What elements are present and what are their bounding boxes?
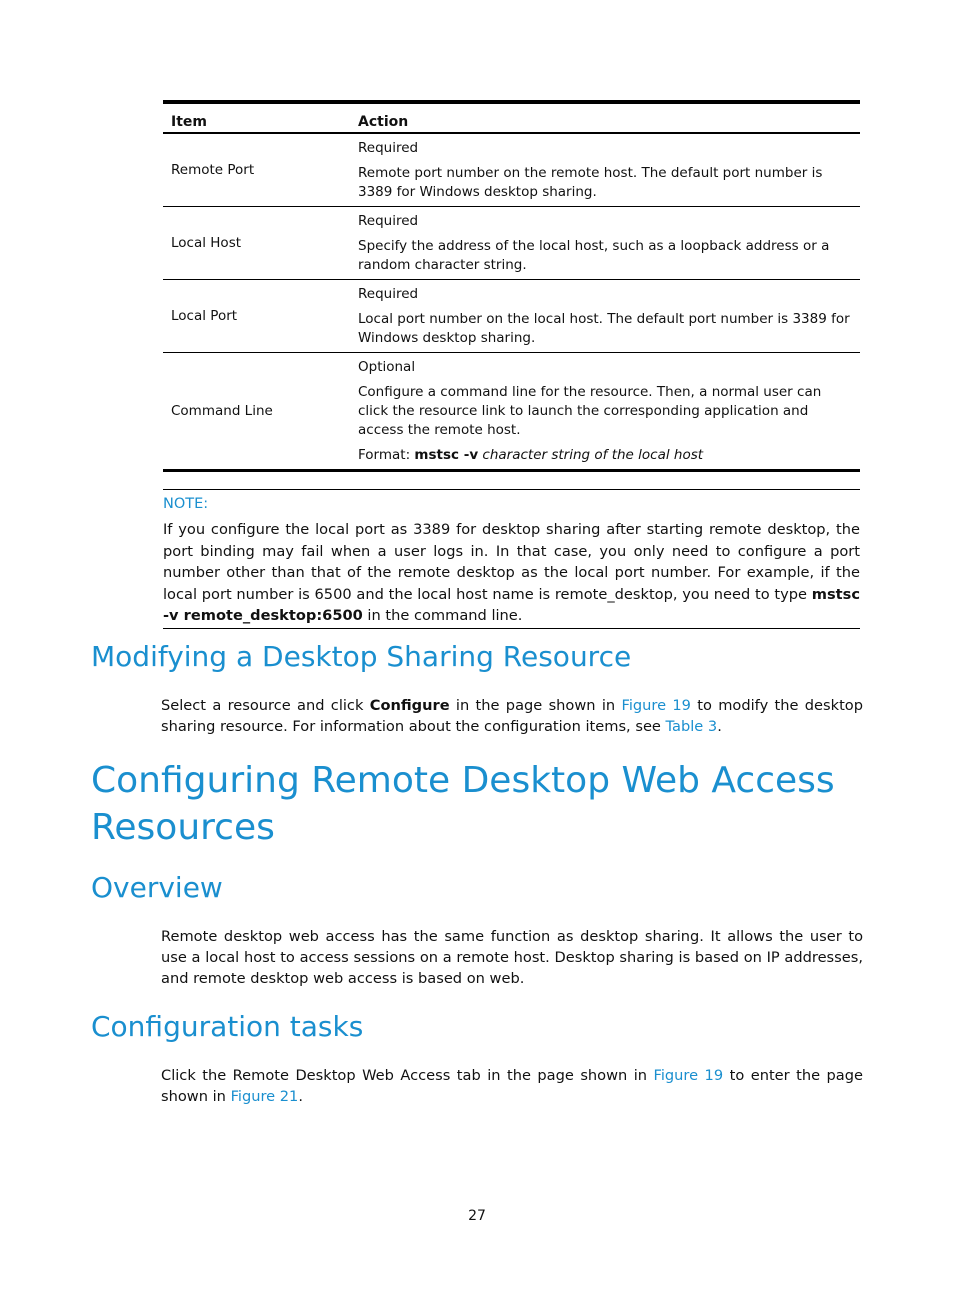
column-header-item: Item xyxy=(163,102,350,133)
text-run: . xyxy=(298,1088,303,1105)
section-heading-configuration-tasks: Configuration tasks xyxy=(91,1010,364,1043)
text-run: to enter the page shown in xyxy=(161,1067,863,1105)
figure-19-link[interactable]: Figure 19 xyxy=(653,1067,724,1084)
action-cell xyxy=(350,207,860,280)
chapter-heading xyxy=(91,757,871,851)
table-3-link[interactable]: Table 3 xyxy=(665,718,718,735)
note-text-before: If you configure the local port as 3389 for desktop sharing after starting remote desktop, the port binding may fail when a user logs in. In that case, you only need to configure a port number other than that of the remote desktop as the local port number. For example, if the local port number is 6500 and the local host name is remote_desktop, you need to type xyxy=(163,521,860,603)
text-run: in the page shown in xyxy=(449,697,622,714)
requirement-status: Required xyxy=(358,286,419,302)
format-argument: character string of the local host xyxy=(482,447,704,463)
requirement-status: Optional xyxy=(358,359,416,375)
figure-19-link[interactable]: Figure 19 xyxy=(621,697,691,714)
item-description: Local port number on the local host. The default port number is 3389 for Windows desktop sharing. xyxy=(358,311,850,346)
note-text xyxy=(163,519,860,627)
action-cell xyxy=(350,133,860,207)
table-header-row xyxy=(163,102,860,133)
configuration-tasks-paragraph xyxy=(161,1065,863,1107)
modify-paragraph xyxy=(161,695,863,737)
figure-21-link[interactable]: Figure 21 xyxy=(230,1088,299,1105)
table-row xyxy=(163,353,860,471)
table-row xyxy=(163,207,860,280)
item-description: Configure a command line for the resource. Then, a normal user can click the resource link to launch the corresponding application and access the remote host. xyxy=(358,384,822,438)
item-description: Remote port number on the remote host. The default port number is 3389 for Windows desktop sharing. xyxy=(358,165,823,200)
section-heading-overview: Overview xyxy=(91,871,223,904)
note-text-after: in the command line. xyxy=(362,607,523,624)
configuration-items-table xyxy=(163,100,860,472)
item-cell: Command Line xyxy=(163,353,350,471)
overview-paragraph: Remote desktop web access has the same function as desktop sharing. It allows the user to use a local host to access sessions on a remote host. Desktop sharing is based on IP addresses, and remote desktop web access is based on web. xyxy=(161,928,863,987)
item-description: Specify the address of the local host, such as a loopback address or a random character string. xyxy=(358,238,830,273)
requirement-status: Required xyxy=(358,213,419,229)
text-run: Select a resource and click xyxy=(161,697,370,714)
text-run: Click the Remote Desktop Web Access tab in the page shown in xyxy=(161,1067,654,1084)
text-run: to modify the desktop sharing resource. For information about the configuration items, see xyxy=(161,697,863,735)
item-cell: Remote Port xyxy=(163,133,350,207)
format-command: mstsc -v xyxy=(414,447,479,463)
chapter-heading-line1: Configuring Remote Desktop Web Access xyxy=(91,760,835,801)
format-line xyxy=(358,446,852,465)
table-row xyxy=(163,133,860,207)
note-command: mstsc -v remote_desktop:6500 xyxy=(163,585,860,624)
section-heading-modify: Modifying a Desktop Sharing Resource xyxy=(91,640,632,673)
action-cell xyxy=(350,353,860,471)
requirement-status: Required xyxy=(358,140,419,156)
note-box xyxy=(163,489,860,629)
format-label: Format: xyxy=(358,447,415,463)
column-header-action: Action xyxy=(350,102,860,133)
page-number: 27 xyxy=(468,1208,486,1224)
note-label: NOTE: xyxy=(163,496,209,512)
item-cell: Local Host xyxy=(163,207,350,280)
action-cell xyxy=(350,280,860,353)
chapter-heading-line2: Resources xyxy=(91,807,275,848)
text-run: . xyxy=(717,718,722,735)
item-cell: Local Port xyxy=(163,280,350,353)
table-row xyxy=(163,280,860,353)
configure-keyword: Configure xyxy=(369,697,450,714)
